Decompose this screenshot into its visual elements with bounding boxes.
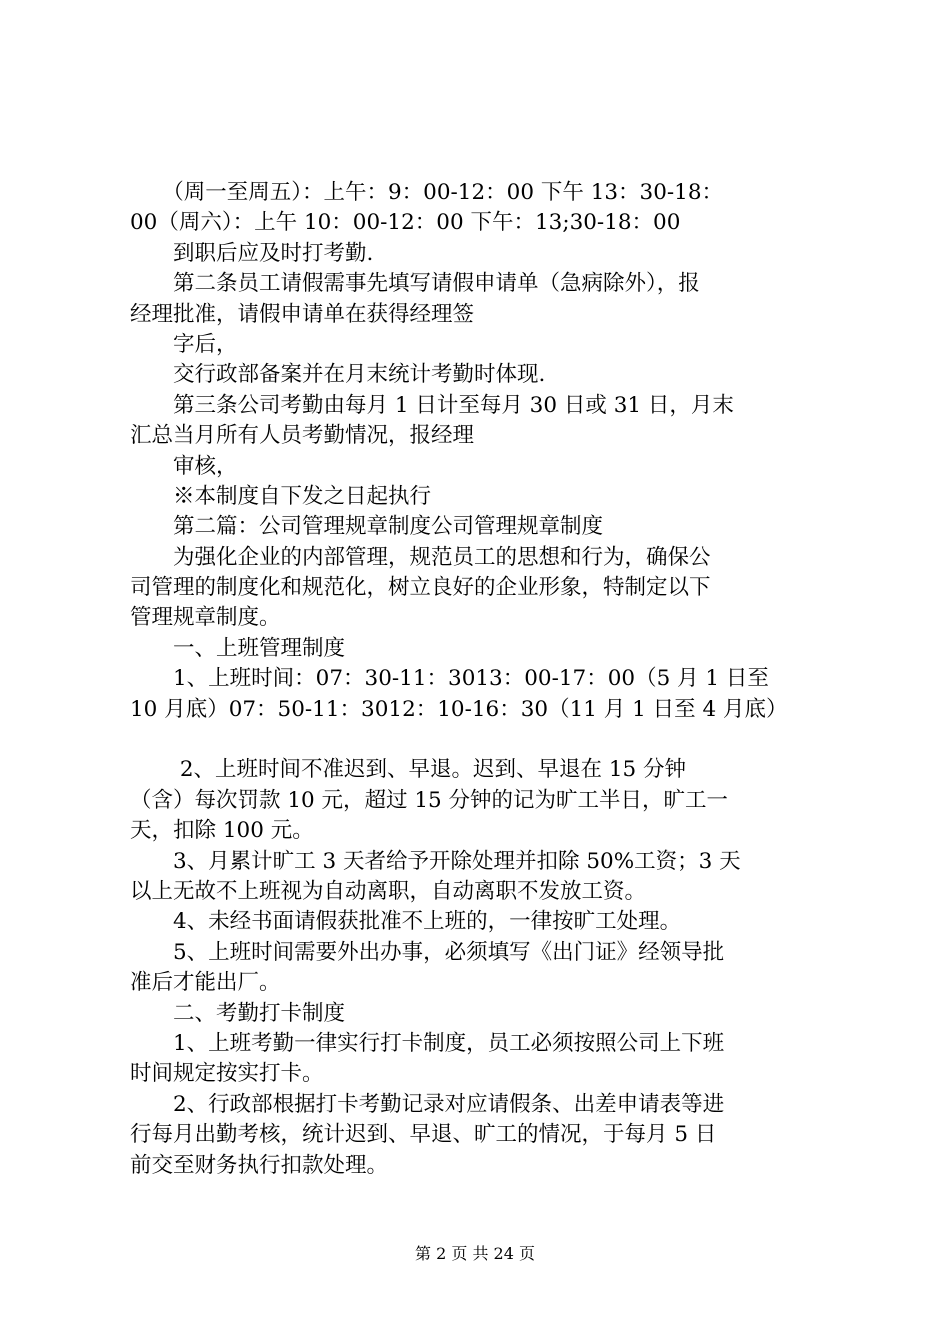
section-heading: 第二篇：公司管理规章制度公司管理规章制度 — [130, 514, 604, 540]
text-line: 前交至财务执行扣款处理。 — [130, 1152, 389, 1178]
text-line: 天，扣除 100 元。 — [130, 818, 314, 844]
text-line: 管理规章制度。 — [130, 605, 281, 631]
text-line: 汇总当月所有人员考勤情况，报经理 — [130, 423, 475, 449]
text-line: 1、上班时间：07：30-11：3013：00-17：00（5 月 1 日至 — [130, 666, 769, 692]
text-line: （周一至周五）：上午：9：00-12：00 下午 13：30-18： — [130, 180, 724, 205]
text-line: 2、上班时间不准迟到、早退。迟到、早退在 15 分钟 — [130, 757, 687, 783]
text-line: 时间规定按实打卡。 — [130, 1061, 324, 1087]
text-line: 字后， — [130, 331, 238, 357]
text-line: 4、未经书面请假获批准不上班的，一律按旷工处理。 — [130, 909, 682, 935]
document-body — [130, 178, 830, 1181]
text-line: 3、月累计旷工 3 天者给予开除处理并扣除 50%工资；3 天 — [130, 848, 741, 874]
text-line: 10 月底）07：50-11：3012：10-16：30（11 月 1 日至 4 月底） — [130, 696, 788, 722]
text-line: 1、上班考勤一律实行打卡制度，员工必须按照公司上下班 — [130, 1030, 725, 1056]
section-heading: 一、上班管理制度 — [130, 635, 346, 661]
text-line: 到职后应及时打考勤. — [130, 240, 374, 266]
text-line: 00（周六）：上午 10：00-12：00 下午：13;30-18：00 — [130, 210, 681, 236]
page-footer: 第 2 页 共 24 页 — [415, 1244, 535, 1263]
text-line: 司管理的制度化和规范化，树立良好的企业形象，特制定以下 — [130, 575, 711, 601]
text-line: 第二条员工请假需事先填写请假申请单（急病除外），报 — [130, 271, 700, 297]
text-line: 审核， — [130, 453, 238, 479]
text-line: 5、上班时间需要外出办事，必须填写《出门证》经领导批 — [130, 939, 725, 965]
text-line: 以上无故不上班视为自动离职，自动离职不发放工资。 — [130, 878, 647, 904]
text-line: 2、行政部根据打卡考勤记录对应请假条、出差申请表等进 — [130, 1091, 725, 1117]
blank-line — [130, 725, 830, 755]
text-line: 行每月出勤考核，统计迟到、早退、旷工的情况，于每月 5 日 — [130, 1122, 717, 1148]
text-line: 准后才能出厂。 — [130, 970, 281, 996]
section-heading: 二、考勤打卡制度 — [130, 1000, 346, 1026]
text-line: 经理批准，请假申请单在获得经理签 — [130, 301, 475, 327]
text-line: 第三条公司考勤由每月 1 日计至每月 30 日或 31 日，月末 — [130, 392, 734, 418]
text-line: 为强化企业的内部管理，规范员工的思想和行为，确保公 — [130, 544, 711, 570]
text-line: 交行政部备案并在月末统计考勤时体现. — [130, 362, 546, 388]
text-line: （含）每次罚款 10 元，超过 15 分钟的记为旷工半日，旷工一 — [130, 787, 729, 813]
text-line: ※本制度自下发之日起执行 — [130, 483, 432, 509]
